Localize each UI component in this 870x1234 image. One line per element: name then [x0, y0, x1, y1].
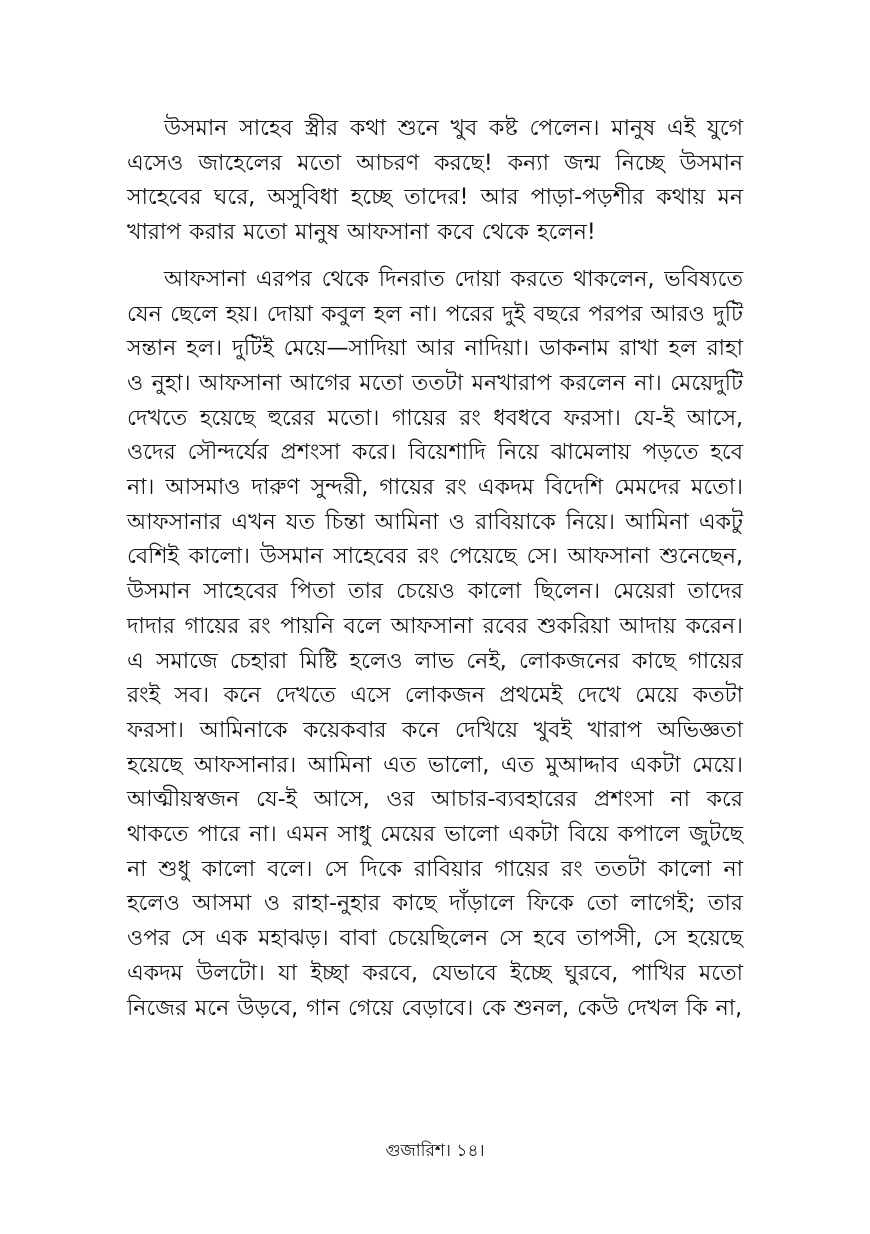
page-body: [127, 112, 743, 1026]
paragraph-2: আফসানা এরপর থেকে দিনরাত দোয়া করতে থাকলেন, ভবিষ্যতে যেন ছেলে হয়। দোয়া কবুল হল না। পরের দুই বছরে পরপর আরও দুটি সন্তান হল। দুটিই মেয়ে—সাদিয়া আর নাদিয়া। ডাকনাম রাখা হল রাহা ও নুহা। আফসানা আগের মতো ততটা মনখারাপ করলেন না। মেয়েদুটি দেখতে হয়েছে হুরের মতো। গায়ের রং ধবধবে ফরসা। যে-ই আসে, ওদের সৌন্দর্যের প্রশংসা করে। বিয়েশাদি নিয়ে ঝামেলায় পড়তে হবে না। আসমাও দারুণ সুন্দরী, গায়ের রং একদম বিদেশি মেমদের মতো। আফসানার এখন যত চিন্তা আমিনা ও রাবিয়াকে নিয়ে। আমিনা একটু বেশিই কালো। উসমান সাহেবের রং পেয়েছে সে। আফসানা শুনেছেন, উসমান সাহেবের পিতা তার চেয়েও কালো ছিলেন। মেয়েরা তাদের দাদার গায়ের রং পায়নি বলে আফসানা রবের শুকরিয়া আদায় করেন। এ সমাজে চেহারা মিষ্টি হলেও লাভ নেই, লোকজনের কাছে গায়ের রংই সব। কনে দেখতে এসে লোকজন প্রথমেই দেখে মেয়ে কতটা ফরসা। আমিনাকে কয়েকবার কনে দেখিয়ে খুবই খারাপ অভিজ্ঞতা হয়েছে আফসানার। আমিনা এত ভালো, এত মুআদ্দাব একটা মেয়ে। আত্মীয়স্বজন যে-ই আসে, ওর আচার-ব্যবহারের প্রশংসা না করে থাকতে পারে না। এমন সাধু মেয়ের ভালো একটা বিয়ে কপালে জুটছে না শুধু কালো বলে। সে দিকে রাবিয়ার গায়ের রং ততটা কালো না হলেও আসমা ও রাহা-নুহার কাছে দাঁড়ালে ফিকে তো লাগেই; তার ওপর সে এক মহাঝড়। বাবা চেয়েছিলেন সে হবে তাপসী, সে হয়েছে একদম উলটো। যা ইচ্ছা করবে, যেভাবে ইচ্ছে ঘুরবে, পাখির মতো নিজের মনে উড়বে, গান গেয়ে বেড়াবে। কে শুনল, কেউ দেখল কি না,: [127, 266, 743, 1021]
page-footer: গুজারিশ। ১৪।: [385, 1141, 485, 1161]
paragraph-1: উসমান সাহেব স্ত্রীর কথা শুনে খুব কষ্ট পেলেন। মানুষ এই যুগে এসেও জাহেলের মতো আচরণ করছে! কন্যা জন্ম নিচ্ছে উসমান সাহেবের ঘরে, অসুবিধা হচ্ছে তাদের! আর পাড়া-পড়শীর কথায় মন খারাপ করার মতো মানুষ আফসানা কবে থেকে হলেন!: [127, 116, 743, 246]
